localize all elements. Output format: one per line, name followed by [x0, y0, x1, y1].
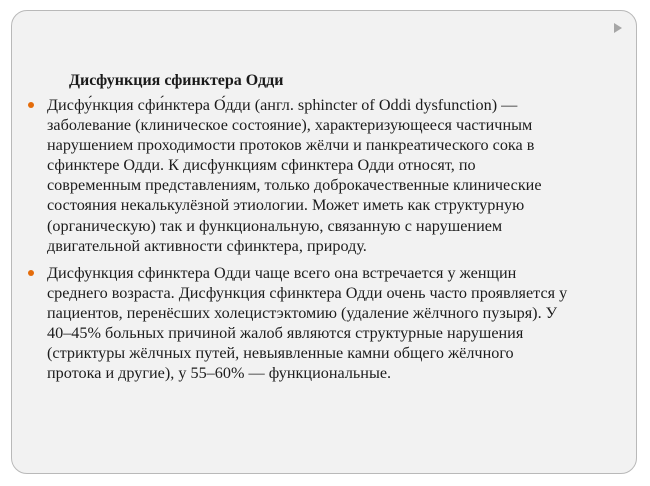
slide-content — [27, 95, 619, 390]
bullet-line: 40–45% больных причиной жалоб являются структурные нарушения — [47, 324, 524, 343]
bullet-line: сфинктере Одди. К дисфункциям сфинктера Одди относят, по — [47, 156, 476, 175]
slide-title: Дисфункция сфинктера Одди — [69, 72, 284, 89]
bullet-line: протока и другие), у 55–60% — функциональные. — [47, 364, 392, 383]
bullet-line: Дисфункция сфинктера Одди чаще всего она встречается у женщин — [47, 263, 517, 282]
bullet-line: двигательной активности сфинктера, природу. — [47, 236, 367, 255]
bullet-line: состояния некалькулёзной этиологии. Может иметь как структурную — [47, 196, 525, 215]
bullet-item — [27, 263, 619, 384]
bullet-line: современным представлениям, только доброкачественные клинические — [47, 176, 542, 195]
bullet-line: заболевание (клиническое состояние), характеризующееся частичным — [47, 116, 533, 135]
bullet-dot-icon — [28, 270, 34, 276]
bullet-line: Дисфу́нкция сфи́нктера О́дди (англ. sphincter of Oddi dysfunction) — — [47, 96, 518, 114]
bullet-line: пациентов, перенёсших холецистэктомию (удаление жёлчного пузыря). У — [47, 303, 558, 322]
bullet-line: среднего возраста. Дисфункция сфинктера Одди очень часто проявляется у — [47, 283, 568, 302]
bullet-item — [27, 95, 619, 256]
bullet-line: (стриктуры жёлчных путей, невыявленные камни общего жёлчного — [47, 344, 514, 363]
bullet-line: (органическую) так и функциональную, связанную с нарушением — [47, 216, 503, 235]
corner-triangle-icon — [614, 23, 622, 33]
bullet-line: нарушением проходимости протоков жёлчи и панкреатического сока в — [47, 136, 535, 155]
bullet-dot-icon — [28, 102, 34, 108]
